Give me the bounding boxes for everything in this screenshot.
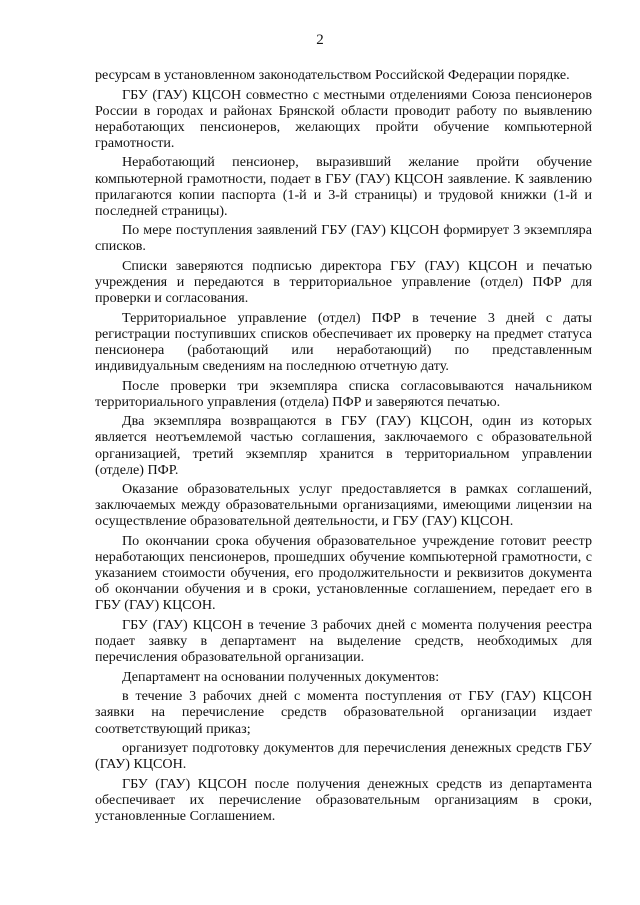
paragraph-1: ресурсам в установленном законодательством Российской Федерации порядке.: [95, 67, 570, 83]
paragraph-5: Списки заверяются подписью директора ГБУ (ГАУ) КЦСОН и печатью учреждения и передаются в территориальное управление (отдел) ПФР для проверки и согласования.: [95, 258, 592, 307]
paragraph-7: После проверки три экземпляра списка согласовываются начальником территориального управления (отдела) ПФР и заверяются печатью.: [95, 377, 592, 410]
paragraph-14: организует подготовку документов для перечисления денежных средств ГБУ (ГАУ) КЦСОН.: [95, 740, 592, 773]
paragraph-4: По мере поступления заявлений ГБУ (ГАУ) КЦСОН формирует 3 экземпляра списков.: [95, 222, 592, 255]
paragraph-2: ГБУ (ГАУ) КЦСОН совместно с местными отделениями Союза пенсионеров России в городах и районах Брянской области проводит работу по выявлению неработающих пенсионеров, желающих пройти обучение компьютерной грамотности.: [95, 86, 592, 151]
paragraph-3: Неработающий пенсионер, выразивший желание пройти обучение компьютерной грамотности, подает в ГБУ (ГАУ) КЦСОН заявление. К заявлению прилагаются копии паспорта (1-й и 3-й страницы) и трудовой книжки (1-й и последней страницы).: [95, 154, 592, 219]
paragraph-13: в течение 3 рабочих дней с момента поступления от ГБУ (ГАУ) КЦСОН заявки на перечисление средств образовательной организации издает соответствующий приказ;: [95, 688, 592, 737]
paragraph-10: По окончании срока обучения образовательное учреждение готовит реестр неработающих пенсионеров, прошедших обучение компьютерной грамотности, с указанием стоимости обучения, его продолжительности и реквизитов документа об окончании обучения и в сроки, установленные соглашением, передает его в ГБУ (ГАУ) КЦСОН.: [95, 533, 592, 614]
paragraph-9: Оказание образовательных услуг предоставляется в рамках соглашений, заключаемых между образовательными организациями, имеющими лицензии на осуществление образовательной деятельности, и ГБУ (ГАУ) КЦСОН.: [95, 481, 592, 530]
paragraph-15: ГБУ (ГАУ) КЦСОН после получения денежных средств из департамента обеспечивает их перечисление образовательным организациям в сроки, установленные Соглашением.: [95, 775, 592, 825]
document-body: [95, 67, 592, 828]
paragraph-12: Департамент на основании полученных документов:: [122, 668, 440, 685]
paragraph-6: Территориальное управление (отдел) ПФР в течение 3 дней с даты регистрации поступивших списков обеспечивает их проверку на предмет статуса пенсионера (работающий или неработающий) по представленным индивидуальным сведениям на последнюю отчетную дату.: [95, 309, 592, 375]
paragraph-8: Два экземпляра возвращаются в ГБУ (ГАУ) КЦСОН, один из которых является неотъемлемой частью соглашения, заключаемого с образовательной организацией, третий экземпляр хранится в территориальном управлении (отделе) ПФР.: [95, 413, 592, 478]
page-number: 2: [316, 32, 324, 48]
paragraph-11: ГБУ (ГАУ) КЦСОН в течение 3 рабочих дней с момента получения реестра подает заявку в департамент на выделение средств, необходимых для перечисления образовательной организации.: [95, 617, 592, 666]
